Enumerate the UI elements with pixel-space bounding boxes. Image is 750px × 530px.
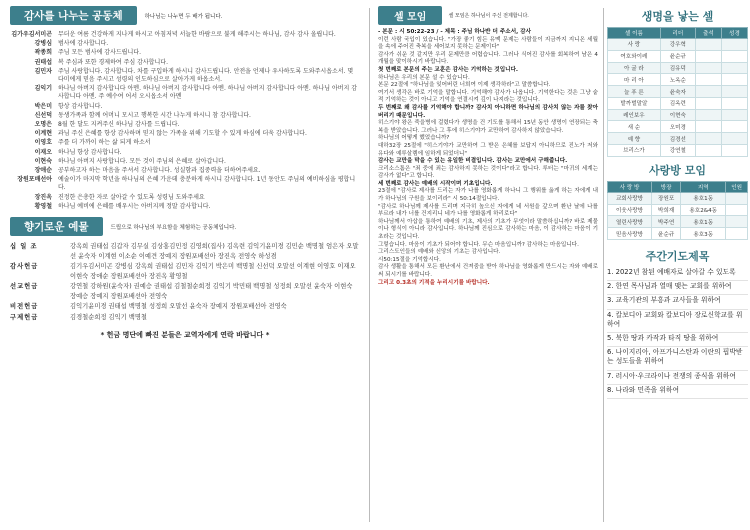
thanks-row [10,194,360,202]
cell-table-cell [695,74,721,86]
thanks-text: 항상 감사합니다. [58,102,103,110]
love-room-cell [726,228,748,240]
sermon-paragraph: 여기서 생각은 바로 기억을 말합니다. 기억해야 감사가 나옵니다. 기억한다는 것은 그냥 숱적 기억하는 것이 아니고 기억을 연결시켜 깊이 나지라는 것입니다. [378,89,598,104]
sermon-paragraph: 하나님의 어떻게 했었습니까? [378,135,450,142]
offering-names: 강연철 강하원(윤숙자) 권예승 권태섭 김철철순희정 김익기 박민태 백명철 성정희 오말선 윤숙자 이현숙 장예승 장예지 장원포배선아 전영숙 [70,283,353,300]
sermon-paragraph: 감사가 쉬운 것 같지만 우리 문제만큼 어렵습니다. 그러나 식어진 감사를 회복하여 남은 4개월을 맞이하시기 바랍니다. [378,51,598,66]
cell-meeting-note: 셀 모임은 하나님이 주신 전제합니다. [448,13,529,19]
love-room-cell: 믿음사랑방 [608,228,652,240]
love-room-cell: 용호1동 [681,216,726,228]
thanks-text: 하나님 아버지 사랑합니다. 모든 것이 주님의 은혜로 살아갑니다. [58,157,226,165]
thanks-name: 오명은 [34,121,52,129]
cell-table-cell [721,62,747,74]
sermon-paragraph: 본문 22절에 "하나님을 잊어버린 너희여 이제 생각하라"고 말씀합니다. [378,82,551,89]
thanks-title: 감사를 나누는 공동체 [10,6,137,25]
cell-table-row [608,109,748,121]
love-room-row [608,192,748,204]
cell-table-cell: 레인보우 [608,109,661,121]
sermon-paragraph: 그렇습니다. 마음이 기초가 되어야 합니다. 무슨 마음입니까? 감사하는 마음입니다. [378,241,579,248]
cell-table-header: 리더 [660,28,695,39]
sermon-paragraph: - 본문 : 시 50:22-23 / - 제목 : 주님 하나반 더 주소서, 감사 [378,29,531,35]
sermon-paragraph: 하나님은 우리의 본문 설 수 있습니다. [378,74,470,81]
cell-table-header: 셀 이름 [608,28,661,39]
cell-table-row [608,97,748,109]
offering-row [10,302,360,312]
thanks-name: 김가우김서미곤 [11,31,52,38]
offering-label: 구제헌금 [10,313,39,321]
offering-title: 향기로운 예물 [10,217,103,236]
cell-table-header: 출석 [695,28,721,39]
love-room-cell [726,216,748,228]
thanks-row [10,121,360,129]
thanks-text: 8월 한 달도 지켜주신 하나님 감사를 드립니다. [58,121,180,129]
thanks-row [10,103,360,111]
offering-row [10,242,360,261]
cell-table-cell: 김경선 [660,133,695,145]
cell-table-row [608,86,748,98]
offering-note: 드립으로 하나님의 부요함을 체험하는 공동체입니다. [110,224,237,231]
cell-table-cell: 오미경 [660,121,695,133]
thanks-name: 이재오 [34,148,52,156]
offering-names: 김기우김서미곤 강병심 강옥희 권태섭 김민자 김익기 박은미 백명철 신선덕 오말선 이계현 이영호 이재오 이현숙 장애순 장원포배선아 장진옥 황영철 [70,263,356,280]
thanks-row [10,203,360,211]
cell-table-cell [695,109,721,121]
offering-label: 선교헌금 [10,283,39,291]
thanks-name: 장진옥 [34,193,52,201]
sermon-paragraph: "감사로 하나님께 제사를 드리며 지극히 높으신 자에게 네 서원을 갚으며 환난 날에 나를 부르라 내가 너를 건지리니 네가 나를 영화롭게 하리로다" [378,203,598,218]
thanks-name: 강병심 [34,40,52,48]
cell-table-cell: 이현숙 [660,109,695,121]
love-room-cell: 박희재 [652,204,681,216]
thanks-text: 하나님 항상 감사합니다. [58,148,122,156]
prayer-item: 1. 2022년 참된 예배자로 살아갈 수 있도록 [607,267,748,281]
thanks-name: 권태섭 [34,58,52,66]
prayer-item: 4. 칼보디아 교회와 칼보디아 장로신학교를 위하여 [607,310,748,333]
prayer-list [607,267,748,399]
offering-list [10,242,360,322]
thanks-row [10,112,360,120]
cell-table-cell [721,145,747,157]
thanks-row [10,40,360,48]
thanks-name: 황영철 [34,202,52,210]
thanks-text: 복 주심과 또한 경제하여 주심 감사합니다. [58,58,168,66]
cell-table-cell [695,62,721,74]
sermon-paragraph: 시50:15절을 기억합시다. [378,256,441,263]
love-room-title: 사랑방 모임 [649,163,706,177]
love-room-cell: 용호1동 [681,192,726,204]
love-room-cell [726,192,748,204]
thanks-text: 무더운 여름 건강하게 지나게 하시고 아침저녁 서늘한 바람으로 불게 해주시는 하나님, 감사 감사 올립니다. [58,31,336,38]
love-room-cell [726,204,748,216]
thanks-row [10,176,360,192]
prayer-title: 주간기도제목 [645,249,710,263]
thanks-name: 이영호 [34,139,52,147]
cell-table-cell: 김유덕 [660,62,695,74]
cell-table-cell: 윤숙자 [660,86,695,98]
sermon-paragraph: 그리스도인들의 예배와 신앙의 기초는 감사입니다. [378,249,501,256]
thanks-text: 공부하고자 하는 마음을 주셔서 감사합니다. 성실함과 집중력을 더하여주세요. [58,167,261,175]
love-room-row [608,228,748,240]
thanks-header [10,6,360,25]
cell-table-cell: 발까벌말알 [608,97,661,109]
love-room-cell: 용호2&4동 [681,204,726,216]
cell-table-cell [695,86,721,98]
love-room-header: 인원 [726,181,748,192]
thanks-text: 예술이가 마지막 학년을 하나님의 은혜 가운데 충분하게 하시니 감사합니다. 1년 동안도 주님의 예비하심을 평합니다. [58,176,356,192]
thanks-list [10,31,360,211]
middle-column [374,0,602,530]
thanks-text: 주님 사랑합니다. 감사합니다. 차를 구입하게 하시니 감사드립니다. 안전을 언제나 우사하도록 도와주시옵소서. 몇 다미에게 믿음 주시고 성령의 인도하심으로 살아가게 하옵소서. [58,67,354,84]
sermon-paragraph: 23절에 "감사로 제사를 드리는 자가 나를 영화롭게 하나니 그 행위를 옳게 하는 자에게 내가 하나님의 구원을 보이리라" 시 50:14절입니다. [378,188,598,203]
cell-table-cell [721,74,747,86]
cell-table-row [608,145,748,157]
prayer-item: 6. 나이지리아, 아프가니스탄과 이란의 핍박받는 성도들을 위하여 [607,347,748,370]
column-divider [603,8,604,522]
cell-table-cell: 여호와이레 [608,50,661,62]
cell-table-row [608,121,748,133]
thanks-name: 이현숙 [34,157,52,165]
thanks-row [10,158,360,166]
offering-names: 강옥희 권태섭 김갑자 김무실 김상홍김민정 김영희(집사) 김옥련 김익기윤미경 김민순 백명철 엄은자 오말선 윤숙자 이계현 이소순 이예견 장예지 장원포배선아 장진옥 전영숙 하성겸 [70,243,359,260]
thanks-name: 이계현 [34,130,52,138]
cell-table-header: 성경 [721,28,747,39]
sermon-text [378,29,598,287]
thanks-row [10,49,360,57]
right-column [605,0,750,530]
thanks-text: 주님 모든 범사에 감사드립니다. [58,49,141,57]
thanks-name: 박은미 [34,102,52,110]
cell-meeting-header [378,6,598,25]
thanks-name: 신선덕 [34,111,52,119]
thanks-row [10,85,360,101]
offering-row [10,262,360,281]
thanks-name: 장애순 [34,167,52,175]
cell-table-cell: 강우혁 [660,39,695,51]
cell-table-cell [695,133,721,145]
cell-table-cell: 아 굴 라 [608,62,661,74]
thanks-name: 김익기 [34,85,52,93]
cell-table-cell [721,109,747,121]
sermon-paragraph: 세 번째로 감사는 예배의 시작이며 기초입니다. [378,180,493,187]
cell-table-cell [695,121,721,133]
offering-label: 감사헌금 [10,263,39,271]
love-room-cell: 박주연 [652,216,681,228]
sermon-paragraph: 그리고 0.3초의 기적을 누리시기를 바랍니다. [378,279,490,286]
love-room-cell: 이웃사랑방 [608,204,652,216]
cell-table-row [608,39,748,51]
cell-table-cell: 예 향 [608,133,661,145]
cell-table-title: 생명을 낳는 셀 [641,10,714,23]
cell-table-cell: 윤순규 [660,50,695,62]
cell-table-cell: 새 순 [608,121,661,133]
prayer-item: 8. 나라와 민족을 위하여 [607,385,748,399]
love-room-cell: 교회사랑방 [608,192,652,204]
sermon-paragraph: 이런 사람 국입이 있습니다. "가장 좋기 힘든 유맥 문제는 사람들이 지금까지 지니온 세월을 속에 주어진 축복을 세어보지 못하는 문제이다" [378,36,598,51]
offering-label: 십 일 조 [10,243,38,251]
cell-table-cell: 늘 푸 른 [608,86,661,98]
cell-table-cell: 강연철 [660,145,695,157]
prayer-item: 3. 교육기관의 부흥과 교사들을 위하여 [607,295,748,309]
thanks-text: 하나님 아버지 감사합니다 아멘. 하나님 아버지 감사합니다 아멘. 하나님 아버지 감사합니다 아멘. 하나님 아버지 감사합니다 아멘. 주 예수여 어서 오시옵소서 아멘 [58,85,358,101]
love-room-cell: 윤순규 [652,228,681,240]
prayer-item: 7. 러시아·우크라이나 전쟁의 종식을 위하여 [607,371,748,385]
prayer-item: 5. 북한 땅과 카작과 타직 땅을 위하여 [607,333,748,347]
thanks-row [10,68,360,84]
thanks-row [10,130,360,138]
sermon-paragraph: 감사 생활을 통해서 모든 환난에서 건져줌을 받아 하나님을 영화롭게 만드시는 자와 예배로써 되시기를 바랍니다. [378,264,598,278]
cell-table-cell [721,121,747,133]
thanks-name: 김민자 [34,67,52,75]
sermon-paragraph: 두 번째로 왜 감사를 기억해야 합니까? 감사치 아니하면 하나님의 감사치 않는 자를 찾아버리기 때문입니다. [378,104,598,119]
cell-table-cell [695,50,721,62]
thanks-row [10,59,360,67]
cell-table-row [608,133,748,145]
offering-row [10,282,360,301]
sermon-paragraph: 하나님께서 아삽을 통하여 예배의 기초, 제사의 기초가 무엇이라 말씀하십니까? 바로 제물이나 형식이 아니라 감사입니다. 하나님께 진심으로 감사하는 마음, 이 감사하는 마음이 기초라는 것입니다. [378,218,598,241]
sermon-paragraph: 감사는 교만을 막을 수 있는 유일한 비결입니다. 감사는 교만에서 구해줍니다. [378,158,568,165]
sermon-paragraph: 히스기야 왕은 죽을병에 걸렸다가 생명을 건 기도를 통해서 15년 동안 생명이 연장되는 축복을 받았습니다. 그러나 그 후에 히스기야가 교만하여 감사하지 않았습니다. [378,120,598,134]
cell-table-row [608,62,748,74]
cell-table-cell: 브리스가 [608,145,661,157]
column-divider [369,8,370,522]
cell-table-cell [721,50,747,62]
thanks-text: 동생가족과 함께 어머니 모시고 행복한 시간 나누게 하시니 참 감사합니다. [58,111,251,119]
sermon-paragraph: 대하32장 25절에 "히스기야가 교만하여 그 받은 은혜를 보답지 아니하므로 진노가 저와 유다와 예루살렘에 임하게 되었더니" [378,142,598,157]
cell-table-cell [721,97,747,109]
cell-table-cell [695,145,721,157]
cell-table-cell: 사 랑 [608,39,661,51]
cell-table [607,27,748,157]
cell-table-row [608,74,748,86]
cell-table-cell: 노옥순 [660,74,695,86]
cell-table-cell [695,97,721,109]
thanks-text: 진정한 은총한 자로 살아갈 수 있도록 성령님 도와주세요 [58,193,205,201]
thanks-row [10,167,360,175]
cell-table-cell [721,39,747,51]
prayer-item: 2. 한연 목사님과 열매 맺는 교회를 위하여 [607,281,748,295]
love-room-table [607,181,748,240]
love-room-row [608,216,748,228]
love-room-row [608,204,748,216]
love-room-cell: 장원포 [652,192,681,204]
sermon-paragraph: 크리소스톰은 "죄 중에 죄는 감사하지 못하는 것이다"라고 합니다. 루터는 "마귀의 세계는 감사가 없다"고 합니다. [378,165,598,180]
cell-meeting-title: 셀 모임 [378,6,442,25]
cell-table-cell [721,133,747,145]
offering-row [10,313,360,323]
love-room-cell: 용호3동 [681,228,726,240]
cell-table-cell [695,39,721,51]
sermon-paragraph: 첫 번째로 본문의 주는 교훈은 감사는 기억하는 것입니다. [378,66,519,73]
offering-header [10,217,360,236]
love-room-header: 사 랑 방 [608,181,652,192]
thanks-text: 하나님 예비에 은혜를 배우시는 아버지께 정말 감사합니다. [58,202,211,210]
love-room-cell: 열린사랑방 [608,216,652,228]
cell-table-cell: 김옥련 [660,97,695,109]
thanks-text: 범사에 감사합니다. [58,40,109,48]
left-column [0,0,366,530]
love-room-header: 지역 [681,181,726,192]
thanks-text: 과님 주신 은혜를 항상 감사하며 믿지 않는 가족을 위해 기도할 수 있게 하심에 더욱 감사합니다. [58,130,307,138]
thanks-name: 장원포배선아 [17,176,52,184]
offering-label: 비전헌금 [10,303,39,311]
love-room-header: 방장 [652,181,681,192]
offering-names: 김익기윤미경 권태섭 백명철 성정희 오말선 윤숙자 장예지 장원포배선아 전영숙 [70,303,287,311]
thanks-row [10,31,360,39]
cell-table-cell [721,86,747,98]
thanks-name: 곽종희 [34,49,52,57]
thanks-row [10,149,360,157]
offering-footer: * 헌금 명단에 빠진 분들은 교역자에게 연락 바랍니다 * [100,331,270,340]
thanks-note: 하나님는 나누면 두 배가 됩니다. [144,13,223,20]
cell-table-cell: 마 리 아 [608,74,661,86]
cell-table-row [608,50,748,62]
thanks-text: 주를 더 가까이 하는 삶 되게 하소서 [58,139,151,147]
offering-names: 김경철순희정 김익기 백명철 [70,313,147,321]
thanks-row [10,139,360,147]
